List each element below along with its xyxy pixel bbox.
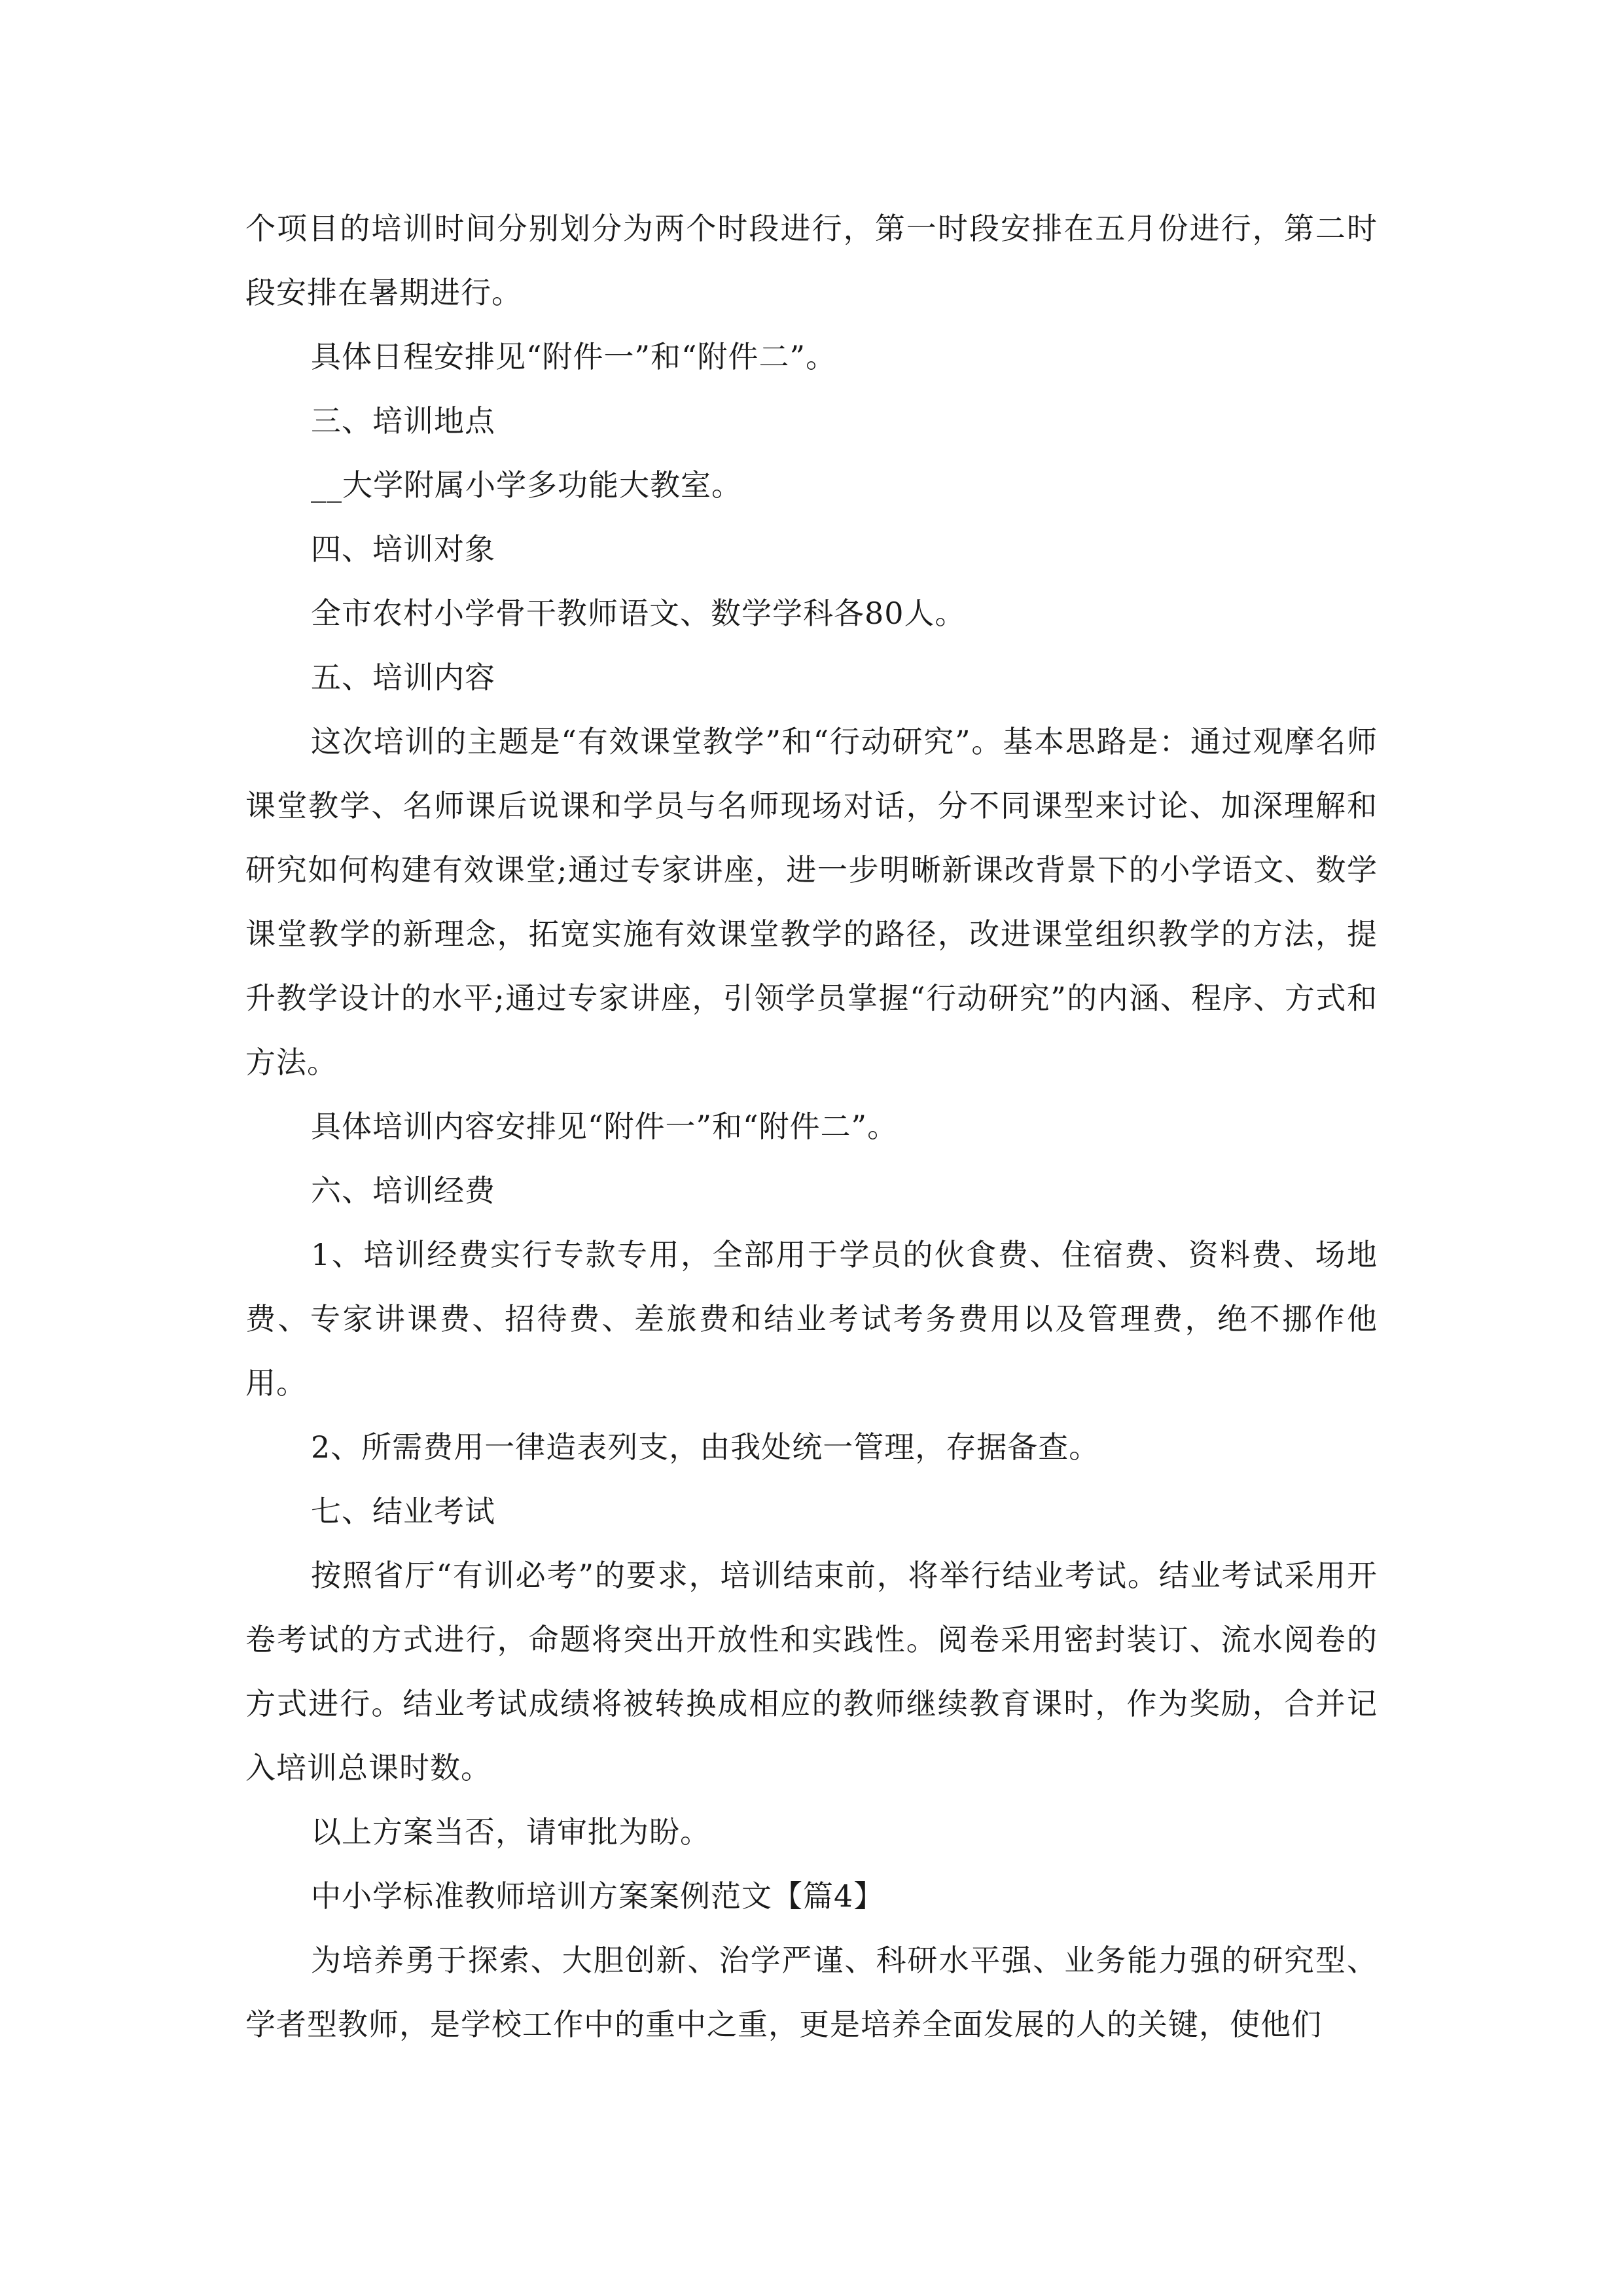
heading-final-exam: 七、结业考试 — [311, 1494, 495, 1529]
paragraph-funding-item-1: 1、培训经费实行专款专用，全部用于学员的伙食费、住宿费、资料费、场地费、专家讲课费、招待费、差旅费和结业考试考务费用以及管理费，绝不挪作他用。 — [245, 1237, 1378, 1401]
paragraph-funding-item-2: 2、所需费用一律造表列支，由我处统一管理，存据备查。 — [311, 1429, 1100, 1465]
heading-training-location: 三、培训地点 — [311, 403, 495, 439]
heading-training-content: 五、培训内容 — [311, 660, 495, 695]
document-body — [245, 196, 1378, 2056]
paragraph-continuation: 个项目的培训时间分别划分为两个时段进行，第一时段安排在五月份进行，第二时段安排在暑期进行。 — [245, 211, 1378, 310]
heading-training-participants: 四、培训对象 — [311, 531, 495, 567]
paragraph-schedule-note: 具体日程安排见“附件一”和“附件二”。 — [311, 339, 837, 374]
paragraph-training-content: 这次培训的主题是“有效课堂教学”和“行动研究”。基本思路是：通过观摩名师课堂教学、名师课后说课和学员与名师现场对话，分不同课型来讨论、加深理解和研究如何构建有效课堂;通过专家讲座，进一步明晰新课改背景下的小学语文、数学课堂教学的新理念，拓宽实施有效课堂教学的路径，改进课堂组织教学的方法，提升教学设计的水平;通过专家讲座，引领学员掌握“行动研究”的内涵、程序、方式和方法。 — [245, 724, 1378, 1080]
paragraph-training-location: __大学附属小学多功能大教室。 — [311, 467, 742, 503]
heading-example-part-4: 中小学标准教师培训方案案例范文【篇4】 — [311, 1878, 885, 1914]
paragraph-training-participants: 全市农村小学骨干教师语文、数学学科各80人。 — [311, 596, 966, 631]
paragraph-final-exam: 按照省厅“有训必考”的要求，培训结束前，将举行结业考试。结业考试采用开卷考试的方式进行，命题将突出开放性和实践性。阅卷采用密封装订、流水阅卷的方式进行。结业考试成绩将被转换成相应的教师继续教育课时，作为奖励，合并记入培训总课时数。 — [245, 1558, 1378, 1785]
paragraph-content-note: 具体培训内容安排见“附件一”和“附件二”。 — [311, 1109, 899, 1144]
paragraph-approval-request: 以上方案当否，请审批为盼。 — [311, 1814, 711, 1850]
paragraph-example-part-4-intro: 为培养勇于探索、大胆创新、治学严谨、科研水平强、业务能力强的研究型、学者型教师，是学校工作中的重中之重，更是培养全面发展的人的关键，使他们 — [245, 1943, 1378, 2042]
heading-training-funding: 六、培训经费 — [311, 1173, 495, 1208]
